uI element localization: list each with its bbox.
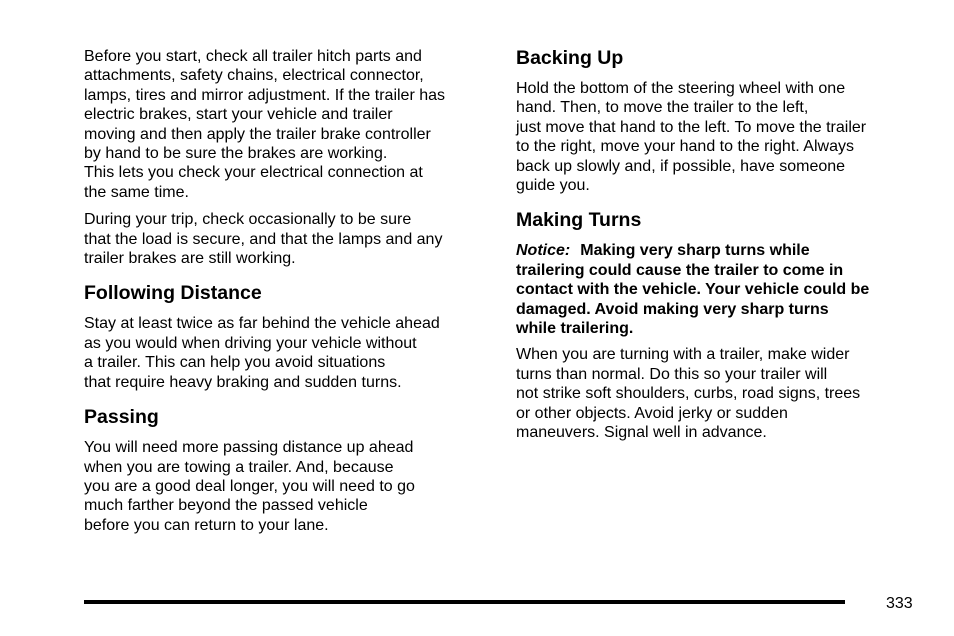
following-distance-paragraph: Stay at least twice as far behind the vehicle ahead as you would when driving your vehicle without a trailer. This can help you avoid situations that require heavy braking and sudden turns. [84, 315, 440, 391]
notice-label: Notice: [516, 242, 571, 260]
backing-up-paragraph: Hold the bottom of the steering wheel with one hand. Then, to move the trailer to the left, just move that hand to the left. To move the trailer to the right, move your hand to the right. Always back up slowly and, if possible, have someone guide you. [516, 80, 867, 195]
making-turns-heading: Making Turns [516, 209, 642, 232]
page-number: 333 [886, 595, 913, 612]
right-column [516, 47, 918, 451]
notice-text: Making very sharp turns while trailering could cause the trailer to come in contact with the vehicle. Your vehicle could be damaged. Avoid making very sharp turns while trailering. [516, 242, 870, 338]
following-distance-heading: Following Distance [84, 282, 262, 305]
making-turns-paragraph: When you are turning with a trailer, make wider turns than normal. Do this so your trailer will not strike soft shoulders, curbs, road signs, trees or other objects. Avoid jerky or sudden maneuvers. Signal well in advance. [516, 346, 861, 442]
passing-heading: Passing [84, 406, 159, 429]
trailer-check-paragraph: Before you start, check all trailer hitch parts and attachments, safety chains, electrical connector, lamps, tires and mirror adjustment. If the trailer has electric brakes, start your vehicle and trailer moving and then apply the trailer brake controller by hand to be sure the brakes are working. This lets you check your electrical connection at the same time. [84, 48, 446, 201]
backing-up-heading: Backing Up [516, 47, 624, 69]
trip-check-paragraph: During your trip, check occasionally to be sure that the load is secure, and that the lamps and any trailer brakes are still working. [84, 211, 443, 268]
passing-paragraph: You will need more passing distance up ahead when you are towing a trailer. And, because you are a good deal longer, you will need to go much farther beyond the passed vehicle before you can return to your lane. [84, 439, 415, 534]
notice-paragraph [516, 241, 918, 338]
footer-rule [84, 600, 845, 604]
left-column [84, 47, 489, 543]
